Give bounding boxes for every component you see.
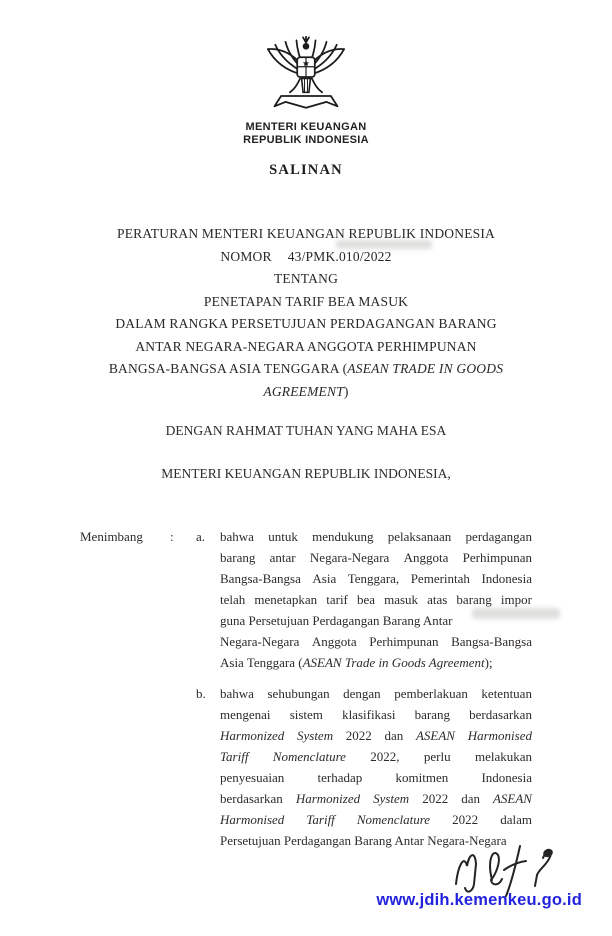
considerations-label: Menimbang	[80, 529, 143, 544]
consideration-item-a-marker: a.	[196, 529, 206, 544]
consideration-item-b-text: bahwa sehubungan dengan pemberlakuan ketentuan mengenai sistem klasifikasi barang berdasarkan Harmonized System 2022 dan ASEAN Harmonised Tariff Nomenclature 2022, perlu melakukan penyesuaian terhadap komitmen Indonesia berdasarkan Harmonized System 2022 dan ASEAN Harmonised Tariff Nomenclature 2022 dalam Persetujuan Perdagangan Barang Antar Negara-Negara	[220, 686, 532, 848]
considerations-section	[0, 526, 612, 851]
consideration-item-a-text: bahwa untuk mendukung pelaksanaan perdagangan barang antar Negara-Negara Anggota Perhimpunan Bangsa-Bangsa Asia Tenggara, Pemerintah Indonesia telah menetapkan tarif bea masuk atas barang impor guna Persetujuan Perdagangan Barang Antar Negara-Negara Anggota Perhimpunan Bangsa-Bangsa Asia Tenggara (ASEAN Trade in Goods Agreement);	[220, 529, 532, 670]
ministry-name-line2: REPUBLIK INDONESIA	[243, 134, 369, 146]
handwritten-signature	[440, 840, 568, 902]
copy-stamp: SALINAN	[269, 162, 343, 178]
letterhead	[0, 0, 612, 179]
officiant-line: MENTERI KEUANGAN REPUBLIK INDONESIA,	[161, 466, 451, 481]
regulation-title: PERATURAN MENTERI KEUANGAN REPUBLIK INDONESIA NOMOR 43/PMK.010/2022 TENTANG PENETAPAN TARIF BEA MASUK DALAM RANGKA PERSETUJUAN PERDAGANGAN BARANG ANTAR NEGARA-NEGARA ANGGOTA PERHIMPUNAN BANGSA-BANGSA ASIA TENGGARA (ASEAN TRADE IN GOODS AGREEMENT)	[108, 226, 504, 399]
jdih-watermark-link[interactable]: www.jdih.kemenkeu.go.id	[376, 891, 582, 909]
ministry-name-line1: MENTERI KEUANGAN	[245, 121, 367, 133]
invocation-line: DENGAN RAHMAT TUHAN YANG MAHA ESA	[165, 423, 447, 438]
considerations-separator: :	[170, 529, 174, 544]
garuda-pancasila-emblem-icon	[262, 36, 350, 118]
consideration-item-b-marker: b.	[196, 686, 206, 701]
